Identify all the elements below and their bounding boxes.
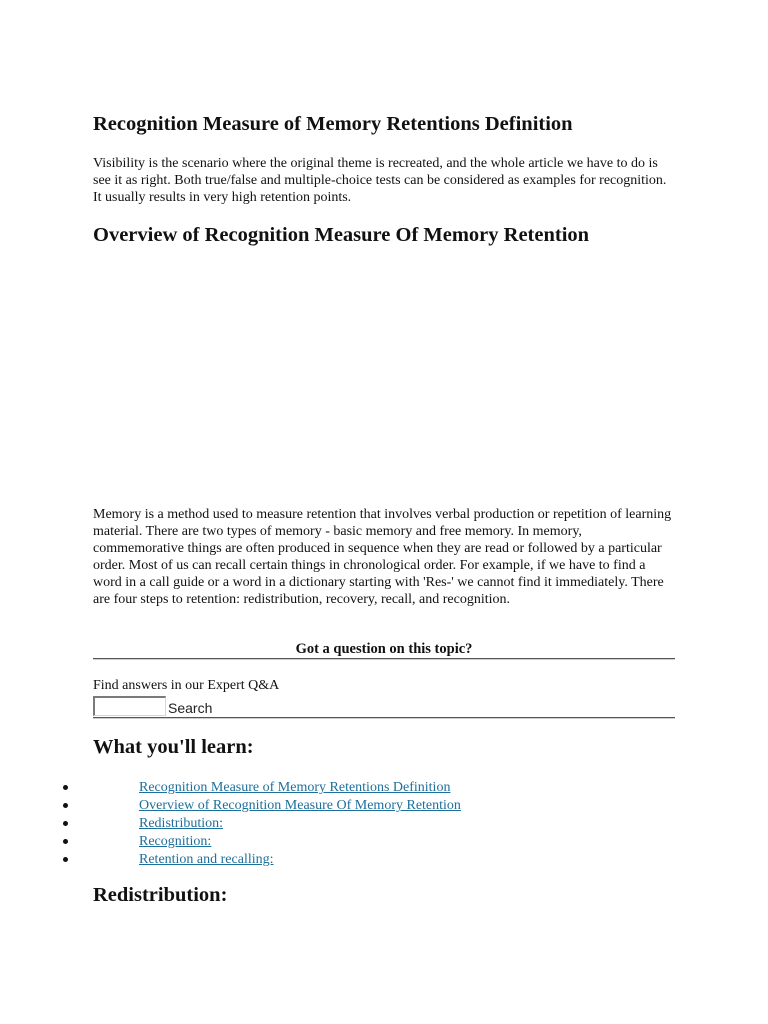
qa-search-form xyxy=(93,694,212,716)
bullet-icon xyxy=(63,821,68,826)
toc-link-definition[interactable]: Recognition Measure of Memory Retentions Definition xyxy=(139,780,451,795)
bullet-icon xyxy=(63,785,68,790)
qa-top-divider xyxy=(93,658,675,660)
bullet-icon xyxy=(63,803,68,808)
search-button[interactable]: Search xyxy=(168,700,213,716)
bullet-icon xyxy=(63,857,68,862)
qa-subtitle: Find answers in our Expert Q&A xyxy=(93,678,280,693)
toc-link-redistribution[interactable]: Redistribution: xyxy=(139,816,223,831)
overview-heading: Overview of Recognition Measure Of Memory Retention xyxy=(93,224,590,246)
qa-bottom-divider xyxy=(93,717,675,719)
redistribution-heading: Redistribution: xyxy=(93,884,228,906)
toc-heading: What you'll learn: xyxy=(93,736,254,758)
toc-link-recognition[interactable]: Recognition: xyxy=(139,834,212,849)
qa-title: Got a question on this topic? xyxy=(295,641,473,657)
toc-link-retention-recalling[interactable]: Retention and recalling: xyxy=(139,852,274,867)
intro-paragraph: Visibility is the scenario where the original theme is recreated, and the whole article we have to do is see it as right. Both true/false and multiple-choice tests can be considered as examples for recognition. It usually results in very high retention points. xyxy=(93,156,667,205)
article-title: Recognition Measure of Memory Retentions Definition xyxy=(93,113,573,135)
bullet-icon xyxy=(63,839,68,844)
memory-paragraph: Memory is a method used to measure retention that involves verbal production or repetition of learning material. There are two types of memory - basic memory and free memory. In memory, commemorative things are often produced in sequence when they are read or followed by a particular order. Most of us can recall certain things in chronological order. For example, if we have to find a word in a call guide or a word in a dictionary starting with 'Res-' we cannot find it immediately. There are four steps to retention: redistribution, recovery, recall, and recognition. xyxy=(93,507,672,607)
toc-link-overview[interactable]: Overview of Recognition Measure Of Memory Retention xyxy=(139,798,461,813)
qa-search-input[interactable] xyxy=(93,696,166,716)
blank-ad-space xyxy=(93,262,675,498)
